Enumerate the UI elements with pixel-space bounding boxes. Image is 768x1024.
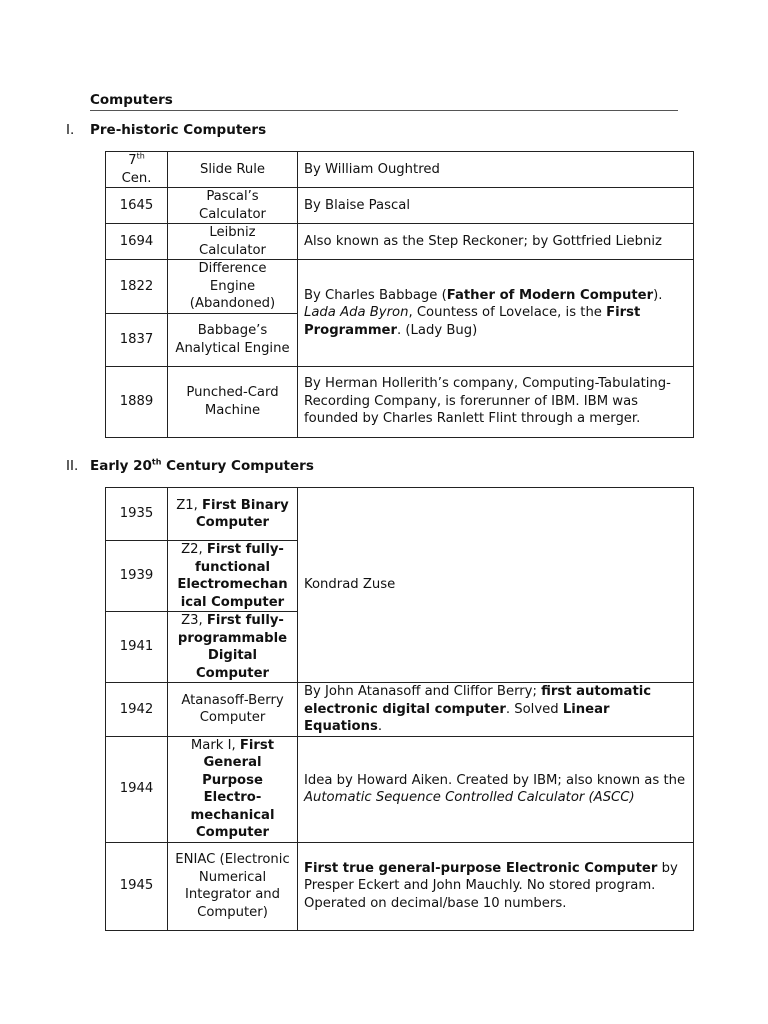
table-row [106, 260, 694, 314]
year-cell: 1942 [106, 683, 168, 737]
table-row [106, 188, 694, 224]
early-20th-century-computers-table [105, 487, 694, 931]
table-row [106, 152, 694, 188]
device-cell: Pascal’s Calculator [168, 188, 298, 224]
description-cell: By William Oughtred [298, 152, 694, 188]
description-cell: Kondrad Zuse [298, 488, 694, 683]
table-row [106, 488, 694, 541]
description-cell: By John Atanasoff and Cliffor Berry; first automatic electronic digital computer. Solved Linear Equations. [298, 683, 694, 737]
device-cell: Z2, First fully-functional Electromechan ical Computer [168, 541, 298, 612]
section-number: I. [66, 122, 75, 138]
year-cell: 1944 [106, 736, 168, 842]
table-row [106, 683, 694, 737]
prehistoric-computers-table [105, 151, 694, 438]
device-cell: Punched-Card Machine [168, 366, 298, 437]
year-cell: 1837 [106, 313, 168, 366]
device-cell: Slide Rule [168, 152, 298, 188]
device-cell: Z1, First Binary Computer [168, 488, 298, 541]
description-cell: By Herman Hollerith’s company, Computing-Tabulating-Recording Company, is forerunner of IBM. IBM was founded by Charles Ranlett Flint through a merger. [298, 366, 694, 437]
device-cell: Babbage’s Analytical Engine [168, 313, 298, 366]
device-cell: Difference Engine (Abandoned) [168, 260, 298, 314]
description-cell: Idea by Howard Aiken. Created by IBM; also known as the Automatic Sequence Controlled Calculator (ASCC) [298, 736, 694, 842]
description-cell: First true general-purpose Electronic Computer by Presper Eckert and John Mauchly. No stored program. Operated on decimal/base 10 numbers. [298, 842, 694, 930]
table-row [106, 842, 694, 930]
table-row [106, 736, 694, 842]
year-cell: 1889 [106, 366, 168, 437]
section-title: Early 20th Century Computers [90, 457, 314, 474]
year-cell: 1822 [106, 260, 168, 314]
year-cell: 1939 [106, 541, 168, 612]
description-cell: By Blaise Pascal [298, 188, 694, 224]
year-cell: 1694 [106, 224, 168, 260]
section-number: II. [66, 458, 79, 474]
document-title: Computers [90, 92, 678, 111]
section-title: Pre-historic Computers [90, 122, 267, 138]
section-heading-early-20th [66, 458, 314, 475]
device-cell: Atanasoff-Berry Computer [168, 683, 298, 737]
device-cell: ENIAC (Electronic Numerical Integrator and Computer) [168, 842, 298, 930]
table-row [106, 224, 694, 260]
year-cell: 1945 [106, 842, 168, 930]
year-cell: 1941 [106, 612, 168, 683]
year-cell: 7th Cen. [106, 152, 168, 188]
year-cell: 1645 [106, 188, 168, 224]
description-cell: Also known as the Step Reckoner; by Gottfried Liebniz [298, 224, 694, 260]
description-cell: By Charles Babbage (Father of Modern Computer). Lada Ada Byron, Countess of Lovelace, is the First Programmer. (Lady Bug) [298, 260, 694, 367]
device-cell: Z3, First fully-programmable Digital Computer [168, 612, 298, 683]
device-cell: Mark I, First General Purpose Electro-mechanical Computer [168, 736, 298, 842]
device-cell: Leibniz Calculator [168, 224, 298, 260]
section-heading-prehistoric [66, 122, 266, 139]
table-row [106, 366, 694, 437]
year-cell: 1935 [106, 488, 168, 541]
